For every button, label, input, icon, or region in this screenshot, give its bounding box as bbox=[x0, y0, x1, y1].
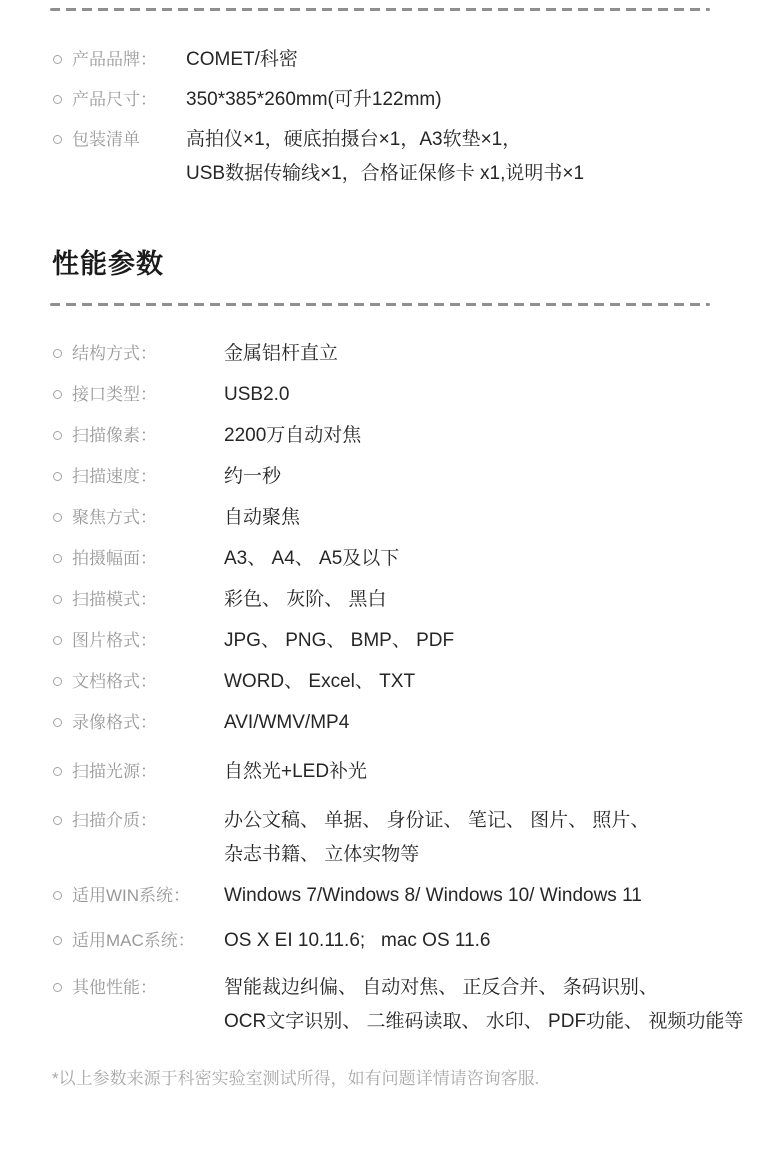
spec-label: 文档格式： bbox=[72, 672, 157, 691]
bullet-icon bbox=[53, 767, 62, 776]
spec-value bbox=[224, 760, 367, 783]
spec-value-line: 智能裁边纠偏、 自动对焦、 正反合并、 条码识别、 bbox=[224, 977, 658, 998]
spec-value-line: JPG、 PNG、 BMP、 PDF bbox=[224, 630, 455, 651]
spec-value bbox=[224, 383, 289, 406]
spec-row-structure bbox=[50, 342, 710, 365]
bullet-icon bbox=[53, 431, 62, 440]
bullet-icon bbox=[53, 595, 62, 604]
top-dashed-divider bbox=[50, 8, 710, 11]
spec-value-line: 办公文稿、 单据、 身份证、 笔记、 图片、 照片、 bbox=[224, 810, 650, 831]
bullet-icon bbox=[53, 135, 62, 144]
spec-row-light-source bbox=[50, 760, 710, 783]
bullet-icon bbox=[53, 349, 62, 358]
spec-value-line: COMET/科密 bbox=[186, 49, 298, 70]
spec-value-line: OCR文字识别、 二维码读取、 水印、 PDF功能、 视频功能等 bbox=[224, 1011, 744, 1032]
product-info-section bbox=[50, 48, 710, 185]
spec-label: 扫描光源： bbox=[72, 762, 157, 781]
spec-value-line: 自然光+LED补光 bbox=[224, 761, 368, 782]
spec-value bbox=[186, 128, 584, 185]
bullet-icon bbox=[53, 983, 62, 992]
spec-label: 包装清单 bbox=[72, 130, 140, 149]
bullet-icon bbox=[53, 513, 62, 522]
spec-row-interface bbox=[50, 383, 710, 406]
spec-row-scan-mode bbox=[50, 588, 710, 611]
spec-label: 图片格式： bbox=[72, 631, 157, 650]
spec-row-scan-media bbox=[50, 809, 710, 866]
spec-label: 适用WIN系统： bbox=[72, 886, 191, 905]
spec-label: 扫描像素： bbox=[72, 426, 157, 445]
spec-row-pixels bbox=[50, 424, 710, 447]
spec-value-line: 高拍仪×1，硬底拍摄台×1，A3软垫×1， bbox=[186, 129, 522, 150]
spec-value-line: 350*385*260mm(可升122mm) bbox=[186, 89, 442, 110]
spec-value-line: USB2.0 bbox=[224, 384, 290, 405]
spec-label: 扫描模式： bbox=[72, 590, 157, 609]
spec-row-capture-size bbox=[50, 547, 710, 570]
spec-value bbox=[224, 976, 743, 1033]
spec-label: 接口类型： bbox=[72, 385, 157, 404]
spec-value bbox=[224, 629, 454, 652]
spec-label: 拍摄幅面： bbox=[72, 549, 157, 568]
spec-value-line: USB数据传输线×1，合格证保修卡 x1,说明书×1 bbox=[186, 163, 585, 184]
spec-row-package-list bbox=[50, 128, 710, 185]
spec-value-line: AVI/WMV/MP4 bbox=[224, 712, 350, 733]
spec-value-line: 约一秒 bbox=[224, 466, 282, 487]
spec-value bbox=[224, 809, 649, 866]
spec-row-video-format bbox=[50, 711, 710, 734]
spec-row-image-format bbox=[50, 629, 710, 652]
spec-row-scan-speed bbox=[50, 465, 710, 488]
bullet-icon bbox=[53, 636, 62, 645]
spec-value-line: 金属铝杆直立 bbox=[224, 343, 339, 364]
disclaimer-note: *以上参数来源于科密实验室测试所得，如有问题详情请咨询客服. bbox=[52, 1069, 540, 1088]
spec-value bbox=[224, 547, 399, 570]
spec-value-line: 自动聚焦 bbox=[224, 507, 301, 528]
spec-value bbox=[224, 342, 338, 365]
spec-row-win-os bbox=[50, 884, 710, 907]
bullet-icon bbox=[53, 55, 62, 64]
performance-specs-section bbox=[50, 342, 744, 1033]
bullet-icon bbox=[53, 891, 62, 900]
heading-dashed-divider bbox=[50, 303, 710, 306]
bullet-icon bbox=[53, 472, 62, 481]
spec-label: 扫描速度： bbox=[72, 467, 157, 486]
bullet-icon bbox=[53, 936, 62, 945]
spec-value-line: 彩色、 灰阶、 黑白 bbox=[224, 589, 387, 610]
bullet-icon bbox=[53, 677, 62, 686]
product-spec-page bbox=[0, 8, 760, 1168]
spec-value bbox=[224, 711, 349, 734]
performance-section-heading: 性能参数 bbox=[52, 249, 164, 279]
bullet-icon bbox=[53, 95, 62, 104]
spec-label: 扫描介质： bbox=[72, 811, 157, 830]
spec-row-brand bbox=[50, 48, 710, 71]
spec-row-focus-mode bbox=[50, 506, 710, 529]
spec-label: 其他性能： bbox=[72, 978, 157, 997]
spec-value-line: 杂志书籍、 立体实物等 bbox=[224, 844, 420, 865]
spec-value bbox=[224, 884, 642, 907]
spec-value-line: Windows 7/Windows 8/ Windows 10/ Windows 11 bbox=[224, 885, 642, 906]
bullet-icon bbox=[53, 390, 62, 399]
spec-value bbox=[224, 588, 387, 611]
bullet-icon bbox=[53, 816, 62, 825]
spec-value-line: A3、 A4、 A5及以下 bbox=[224, 548, 400, 569]
spec-value bbox=[224, 929, 490, 952]
bullet-icon bbox=[53, 718, 62, 727]
spec-label: 适用MAC系统： bbox=[72, 931, 195, 950]
spec-value bbox=[224, 465, 281, 488]
spec-value bbox=[186, 48, 298, 71]
spec-label: 录像格式： bbox=[72, 713, 157, 732]
spec-value-line: 2200万自动对焦 bbox=[224, 425, 362, 446]
spec-row-other-features bbox=[50, 976, 744, 1033]
spec-value-line: WORD、 Excel、 TXT bbox=[224, 671, 416, 692]
spec-row-mac-os bbox=[50, 929, 710, 952]
spec-value bbox=[224, 424, 361, 447]
spec-label: 产品尺寸： bbox=[72, 90, 157, 109]
spec-value bbox=[224, 670, 415, 693]
spec-value bbox=[224, 506, 300, 529]
spec-value bbox=[186, 88, 442, 111]
spec-row-doc-format bbox=[50, 670, 710, 693]
spec-label: 聚焦方式： bbox=[72, 508, 157, 527]
spec-label: 产品品牌： bbox=[72, 50, 157, 69]
bullet-icon bbox=[53, 554, 62, 563]
spec-row-size bbox=[50, 88, 710, 111]
spec-value-line: OS X EI 10.11.6; mac OS 11.6 bbox=[224, 930, 491, 951]
spec-label: 结构方式： bbox=[72, 344, 157, 363]
